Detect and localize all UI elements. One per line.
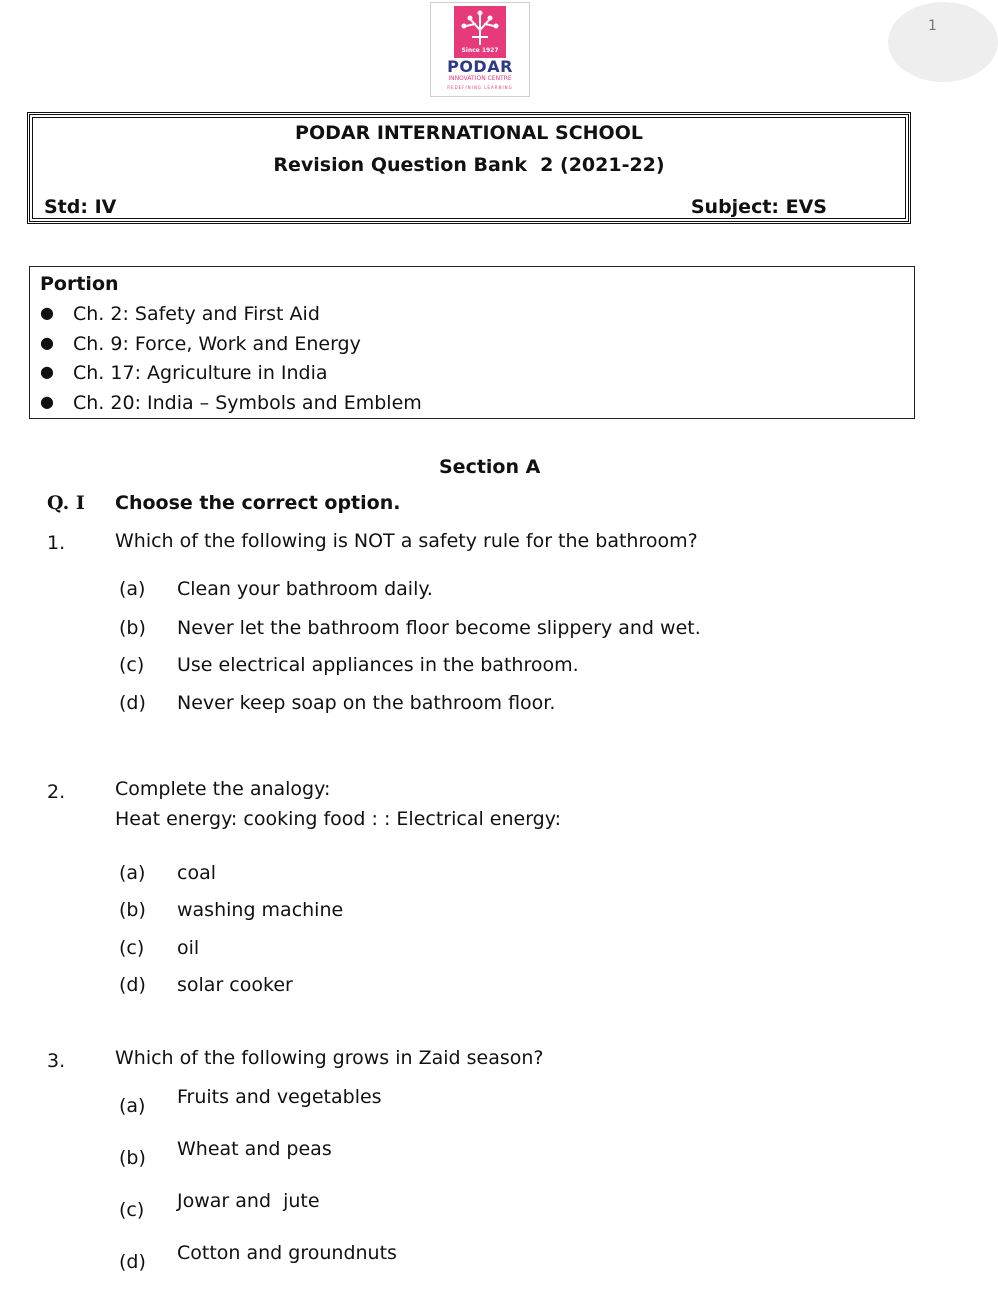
option-label: (a) [119,1095,146,1117]
question-text: Which of the following grows in Zaid season? [115,1047,544,1069]
question-text: Complete the analogy: [115,778,331,800]
standard-label: Std: IV [44,196,117,218]
option-text: Cotton and groundnuts [177,1242,397,1264]
bullet-icon: ● [40,333,54,352]
portion-box: Portion ● Ch. 2: Safety and First Aid ● Ch. 9: Force, Work and Energy ● Ch. 17: Agriculture in India ● Ch. 20: India – Symbols and Emblem [29,266,915,419]
option-label: (a) [119,578,146,600]
option-text: Never let the bathroom floor become slippery and wet. [177,617,701,639]
option-label: (b) [119,617,146,639]
option-label: (b) [119,1147,146,1169]
question-number: 3. [47,1050,66,1072]
option-text: Fruits and vegetables [177,1086,382,1108]
document-title: Revision Question Bank 2 (2021-22) [273,154,665,176]
question-number: 1. [47,532,66,554]
option-label: (c) [119,654,145,676]
page-indicator [888,2,998,82]
option-text: oil [177,937,200,959]
option-text: Never keep soap on the bathroom floor. [177,692,556,714]
option-text: Clean your bathroom daily. [177,578,433,600]
bullet-icon: ● [40,303,54,322]
portion-title: Portion [40,273,119,295]
option-label: (b) [119,899,146,921]
option-label: (c) [119,937,145,959]
tree-logo-icon [454,6,506,58]
option-label: (a) [119,862,146,884]
option-label: (d) [119,692,146,714]
option-label: (d) [119,974,146,996]
logo-subtitle: INNOVATION CENTRE [448,75,512,82]
option-text: solar cooker [177,974,293,996]
option-text: Wheat and peas [177,1138,332,1160]
bullet-icon: ● [40,392,54,411]
option-text: coal [177,862,216,884]
section-title: Section A [439,456,541,478]
logo-since: Since 1927 [461,47,499,54]
logo-tagline: REDEFINING LEARNING [447,85,513,90]
subject-label: Subject: EVS [690,196,827,218]
question-text: Which of the following is NOT a safety rule for the bathroom? [115,530,698,552]
option-text: washing machine [177,899,344,921]
school-name: PODAR INTERNATIONAL SCHOOL [295,122,643,144]
question-instruction: Choose the correct option. [115,492,401,514]
bullet-icon: ● [40,362,54,381]
logo-brand: PODAR [447,57,513,76]
page-number: 1 [928,18,937,34]
school-logo [430,2,530,97]
option-label: (d) [119,1251,146,1273]
question-group-number: Q. I [47,492,85,514]
header-box [27,112,911,224]
question-number: 2. [47,781,66,803]
question-text-line2: Heat energy: cooking food : : Electrical energy: [115,808,561,830]
option-text: Jowar and jute [177,1190,320,1212]
option-label: (c) [119,1199,145,1221]
option-text: Use electrical appliances in the bathroom. [177,654,579,676]
